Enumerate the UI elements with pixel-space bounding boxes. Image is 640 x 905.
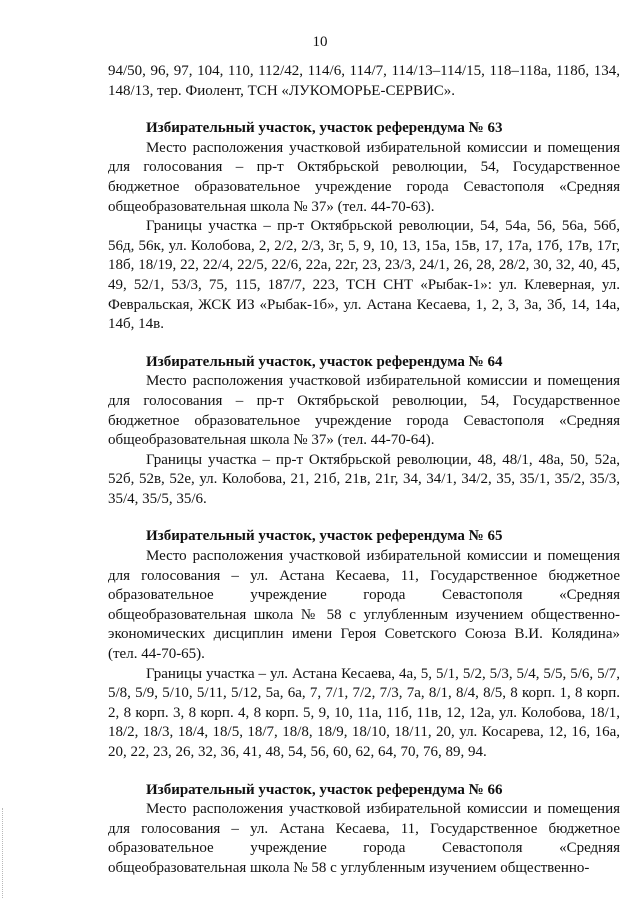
section-heading-65: Избирательный участок, участок референдума № 65 — [146, 528, 503, 545]
polling-station-66 — [108, 781, 620, 879]
boundaries-paragraph-65: Границы участка – ул. Астана Кесаева, 4а, 5, 5/1, 5/2, 5/3, 5/4, 5/5, 5/6, 5/7, 5/8, 5/9, 5/10, 5/11, 5/12, 5а, 6а, 7, 7/1, 7/2, 7/3, 7а, 8/1, 8/4, 8/5, 8 корп. 1, 8 корп. 2, 8 корп. 3, 8 корп. 4, 8 корп. 5, 9, 10, 11а, 11б, 11в, 12, 12а, ул. Колобова, 18/1, 18/2, 18/3, 18/4, 18/5, 18/7, 18/8, 18/9, 18/10, 18/11, 20, ул. Косарева, 12, 16, 16а, 20, 22, 23, 26, 32, 36, 41, 48, 54, 56, 60, 62, 64, 70, 76, 89, 94. — [108, 665, 620, 760]
polling-station-65 — [108, 527, 620, 762]
scan-edge-mark — [2, 808, 4, 898]
section-heading-64: Избирательный участок, участок референдума № 64 — [146, 353, 503, 370]
document-body — [108, 62, 620, 879]
location-paragraph-66: Место расположения участковой избирательной комиссии и помещения для голосования – ул. Астана Кесаева, 11, Государственное бюджетное образовательное учреждение города Севастополя «Средняя общеобразовательная школа № 58 с углубленным изучением общественно- — [108, 801, 620, 876]
previous-section-continuation: 94/50, 96, 97, 104, 110, 112/42, 114/6, 114/7, 114/13–114/15, 118–118а, 118б, 134, 148/13, тер. Фиолент, ТСН «ЛУКОМОРЬЕ-СЕРВИС». — [108, 63, 620, 99]
location-paragraph-65: Место расположения участковой избирательной комиссии и помещения для голосования – ул. Астана Кесаева, 11, Государственное бюджетное образовательное учреждение города Севастополя «Средняя общеобразовательная школа № 58 с углубленным изучением общественно-экономических дисциплин имени Героя Советского Союза В.И. Колядина» (тел. 44-70-65). — [108, 548, 620, 663]
section-heading-63: Избирательный участок, участок референдума № 63 — [146, 120, 503, 137]
boundaries-paragraph-63: Границы участка – пр-т Октябрьской революции, 54, 54а, 56, 56а, 56б, 56д, 56к, ул. Колобова, 2, 2/2, 2/3, 3г, 5, 9, 10, 13, 15а, 15в, 17, 17а, 17б, 17в, 17г, 18б, 18/19, 22, 22/4, 22/5, 22/6, 22а, 22г, 23, 23/3, 24/1, 26, 28, 28/2, 30, 32, 40, 45, 49, 52/1, 53/3, 75, 115, 187/7, 223, ТСН СНТ «Рыбак-1»: ул. Клеверная, ул. Февральская, ЖСК ИЗ «Рыбак-1б», ул. Астана Кесаева, 1, 2, 3, 3а, 3б, 14, 14а, 14б, 14в. — [108, 218, 620, 333]
polling-station-63 — [108, 119, 620, 335]
boundaries-paragraph-64: Границы участка – пр-т Октябрьской революции, 48, 48/1, 48а, 50, 52а, 52б, 52в, 52е, ул. Колобова, 21, 21б, 21в, 21г, 34, 34/1, 34/2, 35, 35/1, 35/2, 35/3, 35/4, 35/5, 35/6. — [108, 451, 620, 507]
location-paragraph-63: Место расположения участковой избирательной комиссии и помещения для голосования – пр-т Октябрьской революции, 54, Государственное бюджетное образовательное учреждение города Севастополя «Средняя общеобразовательная школа № 37» (тел. 44-70-63). — [108, 139, 620, 215]
location-paragraph-64: Место расположения участковой избирательной комиссии и помещения для голосования – пр-т Октябрьской революции, 54, Государственное бюджетное образовательное учреждение города Севастополя «Средняя общеобразовательная школа № 37» (тел. 44-70-64). — [108, 373, 620, 449]
page-number: 10 — [312, 34, 328, 50]
section-heading-66: Избирательный участок, участок референдума № 66 — [146, 781, 503, 798]
polling-station-64 — [108, 353, 620, 510]
